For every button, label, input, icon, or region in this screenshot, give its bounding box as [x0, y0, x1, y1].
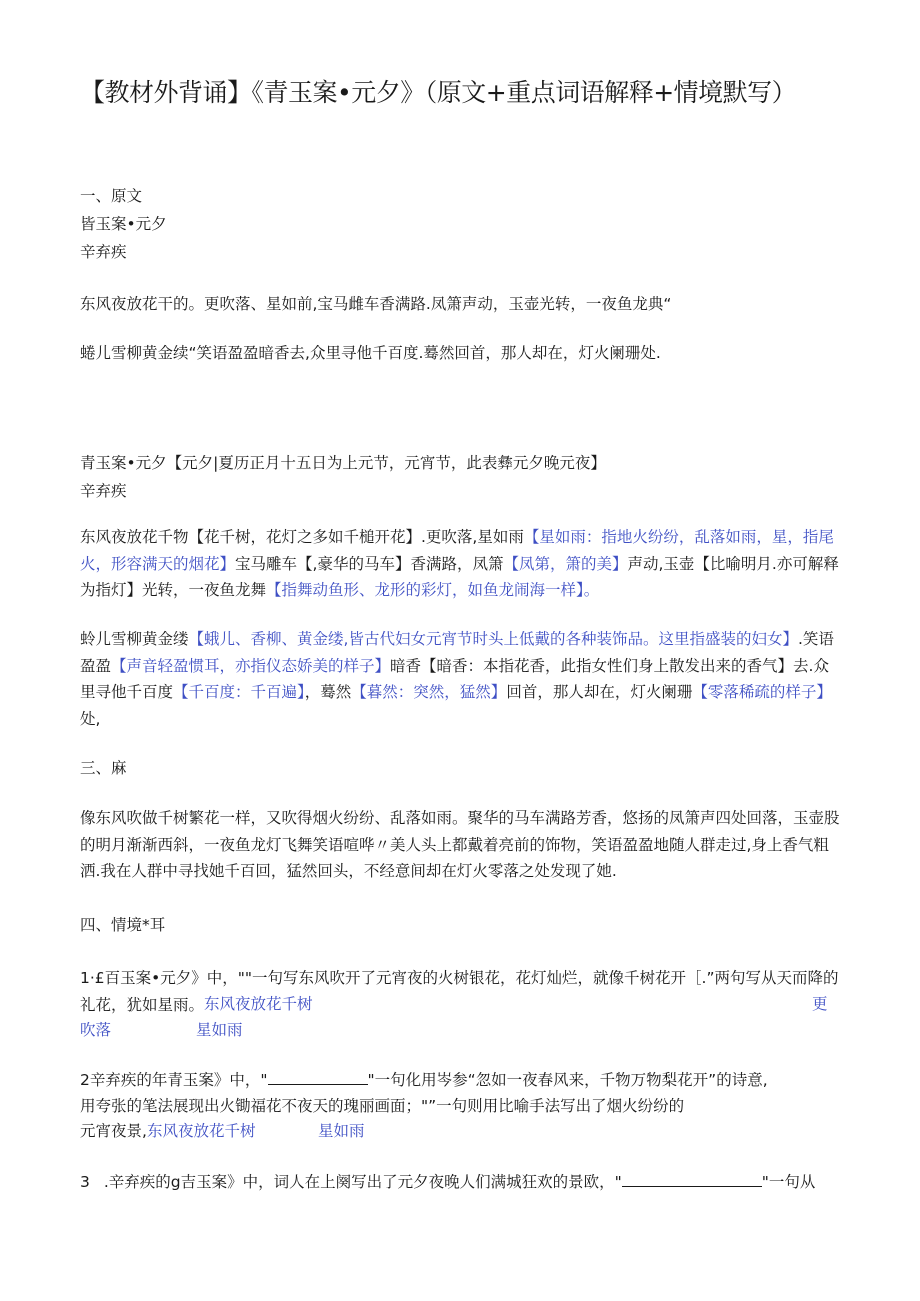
q1-answer-3: 吹落 — [80, 1021, 112, 1039]
annotated-author: 辛弃疾 — [80, 482, 127, 500]
poem-line-1: 东风夜放花干的。更吹落、星如前,宝马雌车香满路.凤箫声动，玉壶光转，一夜鱼龙典“ — [80, 295, 672, 313]
question-2-line-1 — [80, 1068, 768, 1092]
q1-answer-2: 更 — [812, 995, 828, 1013]
poem-text: 暗香【暗香：本指花香，此指女性们身上散发出来的香气】去.众里寻他千百度 — [80, 656, 829, 701]
question-2-line-2: 用夸张的笔法展现出火锄福花不夜天的瑰丽画面；"”一句则用比喻手法写出了烟火纷纷的 — [80, 1097, 685, 1115]
poem-text: 东风夜放花千物【花千树，花灯之多如千槌开花】.更吹落,星如雨 — [80, 528, 524, 546]
annotation-note: 【指舞动鱼形、龙形的彩灯，如鱼龙闹海一样】。 — [266, 581, 600, 599]
poem-text: ，蓦然 — [304, 683, 352, 701]
poem-text: 声动,玉壶【比喻明月.亦可解释为指灯】光转，一夜鱼龙舞 — [80, 554, 839, 599]
question-3 — [80, 1170, 815, 1194]
annotation-note: 【星如雨：指地火纷纷，乱落如雨，星，指尾火，形容满天的烟花】 — [80, 528, 834, 573]
annotation-note: 【蛾儿、香柳、黄金缕,皆古代妇女元宵节时头上低戴的各种装饰品。这里指盛装的妇女】 — [188, 630, 798, 648]
q2-prefix: 2辛弃疾的年青玉案》中，" — [80, 1071, 268, 1089]
annotated-title: 青玉案•元夕【元夕|夏历正月十五日为上元节，元宵节，此表彝元夕晚元夜】 — [80, 454, 606, 472]
poem-text: .笑语盈盈 — [80, 630, 834, 675]
q3-suffix: "一句从 — [761, 1173, 816, 1191]
poem-text: 处, — [80, 709, 101, 728]
q2-answer-2: 星如雨 — [318, 1122, 365, 1140]
q3-number: 3 — [80, 1173, 90, 1191]
question-2-line-3 — [80, 1119, 255, 1143]
poem-line-2: 蜷儿雪柳黄金续“笑语盈盈暗香去,众里寻他千百度.蓦然回首，那人却在，灯火阑珊处. — [80, 344, 661, 362]
q2-answer-1: 东风夜放花千树 — [146, 1122, 256, 1140]
poem-text: 蛉儿雪柳黄金缕 — [80, 630, 189, 648]
q1-answer-1: 东风夜放花千树 — [204, 995, 313, 1013]
translation-paragraph: 像东风吹做千树繁花一样，又吹得烟火纷纷、乱落如雨。聚华的马车满路芳香，悠扬的凤箫声四处回落，玉壶股的明月渐渐西斜，一夜鱼龙灯飞舞笑语喧哗〃美人头上都戴着亮前的饰物，笑语盈盈地随人群走过,身上香气粗洒.我在人群中寻找她千百回，猛然回头，不经意间却在灯火零落之处发现了她. — [80, 809, 840, 880]
annotation-note: 【凤第，箫的美】 — [503, 554, 628, 573]
q3-blank[interactable] — [622, 1170, 762, 1187]
annotation-note: 【暮然：突然，猛然】 — [351, 683, 507, 701]
q2-suffix: "一句化用岑参“忽如一夜春风来，千物万物梨花开”的诗意, — [367, 1071, 768, 1089]
question-1: 1·£百玉案•元夕》中，""一句写东风吹开了元宵夜的火树银花，花灯灿烂，就像千树花开［.”两句写从天而降的礼花，犹如星雨。 — [80, 969, 839, 1014]
q2-line-3-text: 元宵夜景, — [80, 1122, 147, 1140]
annotated-paragraph-1 — [80, 524, 840, 604]
annotation-note: 【声音轻盈惯耳，亦指仪态娇美的样子】 — [111, 656, 391, 675]
q2-blank[interactable] — [268, 1068, 368, 1085]
section-heading-translation: 三、麻 — [80, 759, 127, 777]
poem-text: 宝马雕车【,豪华的马车】香满路，凤箫 — [235, 554, 504, 573]
poem-title: 皆玉案•元夕 — [80, 215, 167, 233]
document-title: 【教材外背诵】《青玉案•元夕》（原文+重点词语解释+情境默写） — [80, 78, 797, 107]
annotation-note: 【千百度：千百遍】 — [173, 683, 305, 701]
section-heading-dictation: 四、情境*耳 — [80, 916, 166, 934]
annotated-paragraph-2 — [80, 626, 840, 732]
section-heading-original: 一、原文 — [80, 187, 143, 205]
annotation-note: 【零落稀疏的样子】 — [692, 683, 832, 701]
poem-text: 回首，那人却在，灯火阑珊 — [506, 683, 693, 701]
q3-prefix: .辛弃疾的g吉玉案》中，词人在上阕写出了元夕夜晚人们满城狂欢的景欧，" — [103, 1173, 622, 1191]
q1-answer-4: 星如雨 — [196, 1021, 243, 1039]
poem-author: 辛弃疾 — [80, 243, 127, 261]
